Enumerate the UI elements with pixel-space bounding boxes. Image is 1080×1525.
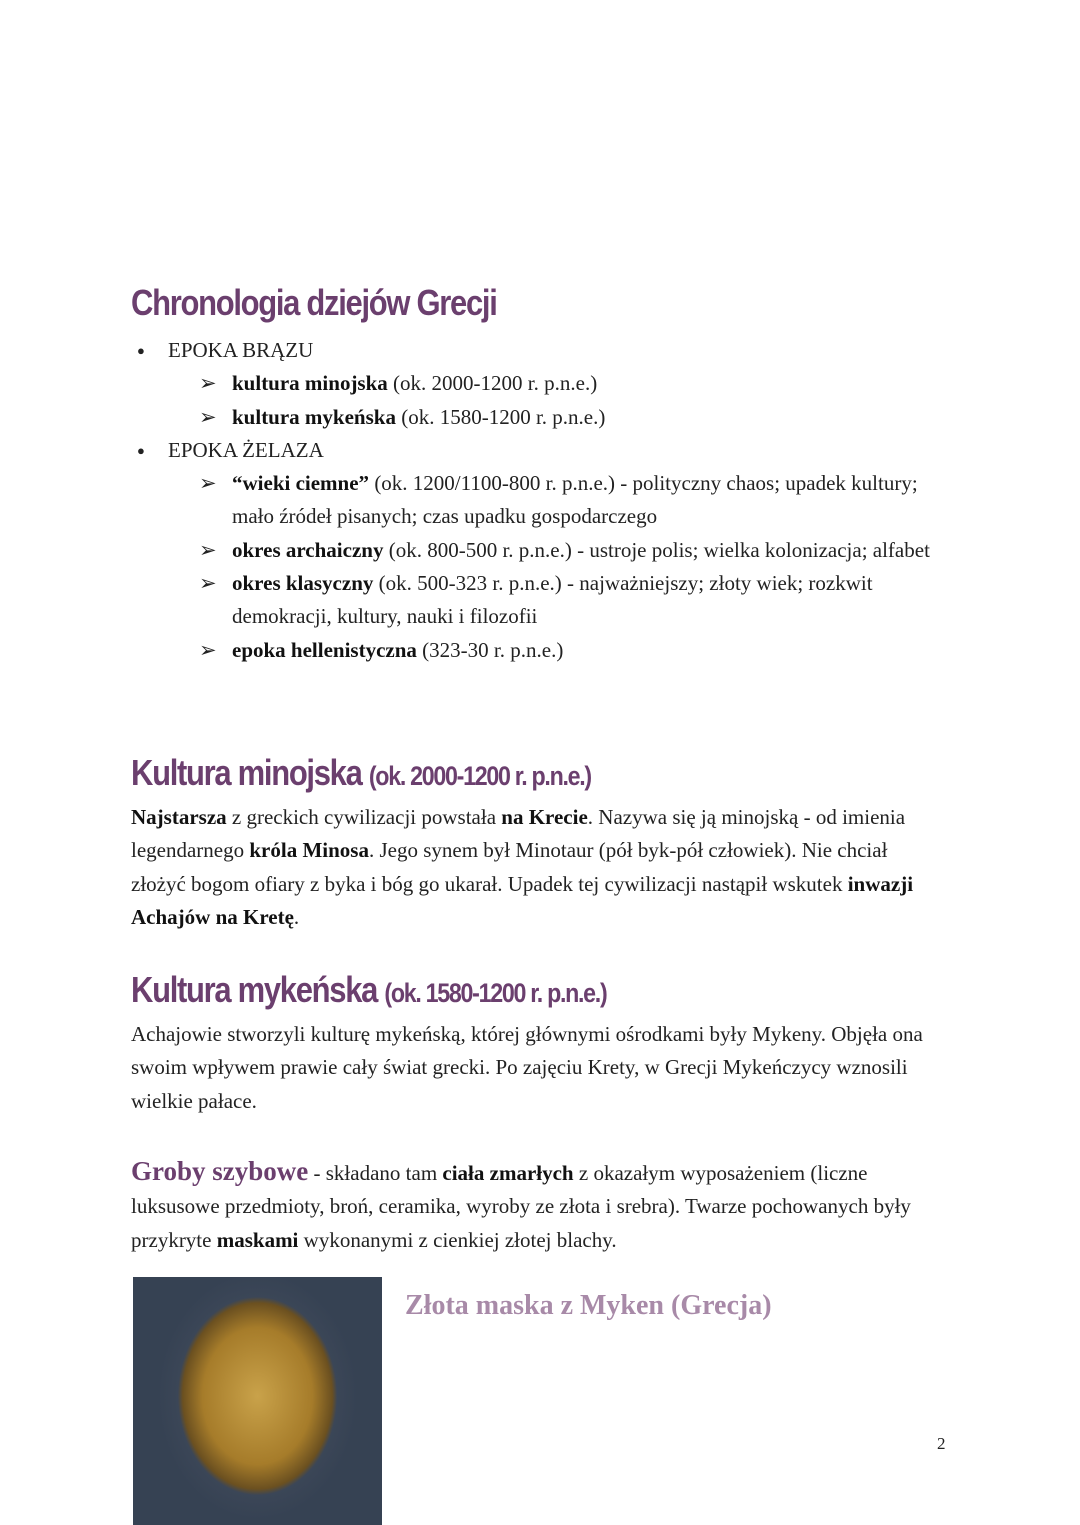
- bold-text: na Krecie: [501, 805, 588, 829]
- text-segment: z okazałym wyposażeniem (liczne luksusowe przedmioty, broń, ceramika, wyroby ze złota i srebra). Twarze pochowanych były przykryte: [131, 1161, 911, 1252]
- graves-paragraph: [131, 1155, 931, 1257]
- image-caption: Złota maska z Myken (Grecja): [405, 1290, 772, 1321]
- bold-text: króla Minosa: [249, 838, 369, 863]
- arrow-bullet-icon: ➢: [199, 537, 217, 562]
- page-number: 2: [937, 1434, 946, 1453]
- period-item: [168, 467, 931, 534]
- bold-text: “wieki ciemne”: [232, 471, 370, 496]
- minoan-paragraph: [131, 801, 931, 934]
- chronology-title: Chronologia dziejów Grecji: [131, 282, 497, 323]
- mycenaean-heading: [131, 969, 606, 1011]
- text-segment: Achajowie stworzyli kulturę mykeńską, której głównymi ośrodkami były Mykeny. Objęła ona swoim wpływem prawie cały świat grecki. Po zajęciu Krety, w Grecji Mykeńczycy wznosili wielkie pałace.: [131, 1022, 923, 1113]
- golden-mask-image: [133, 1277, 382, 1525]
- arrow-bullet-icon: ➢: [199, 371, 217, 396]
- text-segment: - składano tam: [308, 1161, 443, 1185]
- bold-text: maskami: [216, 1227, 299, 1252]
- mycenaean-paragraph: [131, 1018, 931, 1118]
- minoan-heading: [131, 752, 591, 794]
- text-segment: (323-30 r. p.n.e.): [416, 637, 564, 662]
- mycenaean-title: Kultura mykeńska: [131, 969, 378, 1010]
- bold-text: inwazji Achajów na Kretę: [131, 871, 914, 929]
- text-segment: (ok. 500-323 r. p.n.e.) - najważniejszy; złoty wiek; rozkwit demokracji, kultury, nauki i filozofii: [232, 571, 873, 629]
- era-items: [168, 367, 931, 434]
- graves-title: Groby szybowe: [131, 1156, 309, 1186]
- text-segment: . Nazywa się ją minojską - od imienia legendarnego: [131, 805, 906, 863]
- bold-text: okres klasyczny: [232, 571, 374, 596]
- period-item: [168, 534, 931, 567]
- minoan-subtitle: (ok. 2000-1200 r. p.n.e.): [368, 761, 591, 791]
- chronology-list: [131, 334, 931, 667]
- arrow-bullet-icon: ➢: [199, 637, 217, 662]
- era-iron: [131, 434, 931, 667]
- period-item: [168, 634, 931, 667]
- minoan-title: Kultura minojska: [131, 752, 362, 793]
- era-label: EPOKA BRĄZU: [168, 338, 314, 362]
- text-segment: wykonanymi z cienkiej złotej blachy.: [298, 1227, 617, 1252]
- arrow-bullet-icon: ➢: [199, 404, 217, 429]
- arrow-bullet-icon: ➢: [199, 571, 217, 596]
- text-segment: (ok. 1580-1200 r. p.n.e.): [395, 404, 606, 429]
- period-item: [168, 401, 931, 434]
- mycenaean-subtitle: (ok. 1580-1200 r. p.n.e.): [384, 978, 607, 1008]
- bold-text: kultura mykeńska: [232, 404, 396, 429]
- text-segment: .: [293, 904, 300, 929]
- text-segment: . Jego synem był Minotaur (pół byk-pół człowiek). Nie chciał złożyć bogom ofiary z byka i bóg go ukarał. Upadek tej cywilizacji nastąpił wskutek: [131, 838, 888, 896]
- period-item: [168, 567, 931, 634]
- text-segment: z greckich cywilizacji powstała: [226, 805, 502, 829]
- bold-text: ciała zmarłych: [442, 1161, 574, 1185]
- text-segment: (ok. 800-500 r. p.n.e.) - ustroje polis; wielka kolonizacja; alfabet: [383, 537, 930, 562]
- bold-text: kultura minojska: [232, 371, 388, 396]
- era-bronze: [131, 334, 931, 434]
- bold-text: epoka hellenistyczna: [232, 637, 417, 662]
- period-item: [168, 367, 931, 400]
- text-segment: (ok. 1200/1100-800 r. p.n.e.) - polityczny chaos; upadek kultury; mało źródeł pisanych; czas upadku gospodarczego: [232, 471, 918, 529]
- bold-text: okres archaiczny: [232, 537, 384, 562]
- bold-text: Najstarsza: [131, 805, 227, 829]
- text-segment: (ok. 2000-1200 r. p.n.e.): [387, 371, 598, 396]
- arrow-bullet-icon: ➢: [199, 471, 217, 496]
- era-items: [168, 467, 931, 667]
- era-label: EPOKA ŻELAZA: [168, 437, 324, 462]
